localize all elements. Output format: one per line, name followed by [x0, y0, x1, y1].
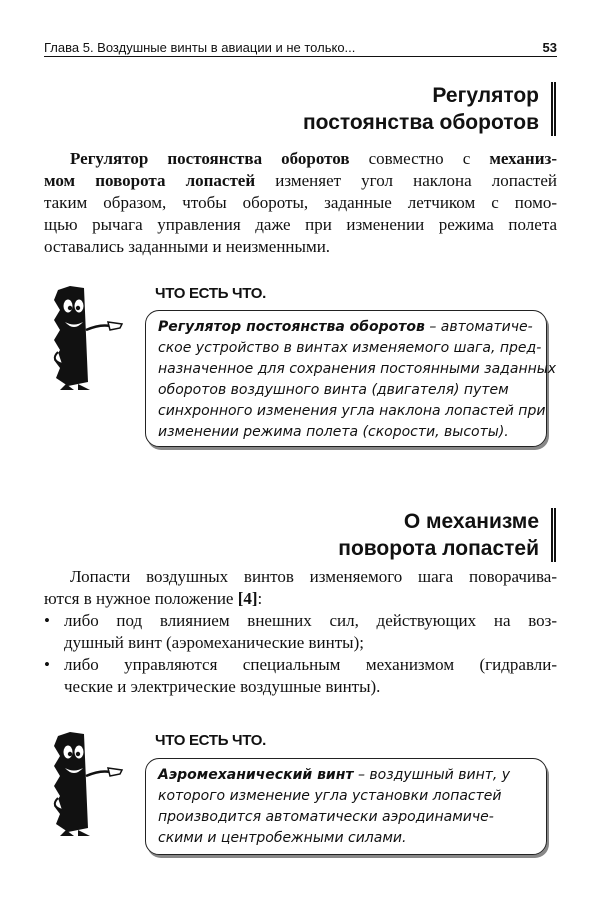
- defined-term: Регулятор постоянства оборотов: [158, 319, 425, 335]
- bold-term: Регулятор постоянства оборотов: [70, 149, 350, 168]
- defined-term: Аэромеханический винт: [158, 767, 354, 783]
- section-title-line: Регулятор: [432, 84, 539, 107]
- text-line: ческие и электрические воздушные винты).: [64, 677, 381, 696]
- text-line: Лопасти воздушных винтов изменяемого шага поворачива-: [70, 567, 557, 586]
- text-line: [44, 588, 557, 610]
- what-is-what-title: ЧТО ЕСТЬ ЧТО.: [155, 285, 267, 302]
- page-number: 53: [542, 40, 557, 55]
- text-line: синхронного изменения угла наклона лопастей при: [158, 403, 546, 419]
- section-title-regulator: [303, 82, 556, 136]
- text-line: [44, 170, 557, 192]
- bullet-item: [44, 654, 557, 698]
- bold-term: мом поворота лопастей: [44, 171, 256, 190]
- section-title-line: постоянства оборотов: [302, 111, 539, 134]
- chapter-title: Глава 5. Воздушные винты в авиации и не только...: [44, 40, 356, 55]
- definition-box-regulator: [145, 310, 557, 447]
- text-line: [158, 765, 546, 786]
- what-is-what-title: ЧТО ЕСТЬ ЧТО.: [155, 732, 267, 749]
- text-run: совместно с: [349, 149, 490, 168]
- text-line: либо под влиянием внешних сил, действующих на воз-: [64, 611, 557, 630]
- text-line: оборотов воздушного винта (двигателя) путем: [158, 382, 509, 398]
- text-run: – воздушный винт, у: [353, 767, 511, 783]
- running-header: [44, 40, 557, 57]
- text-run: ются в нужное положение: [44, 589, 238, 608]
- paragraph-regulator: [44, 148, 557, 258]
- text-line: душный винт (аэромеханические винты);: [64, 633, 364, 652]
- section-title-line: поворота лопастей: [338, 537, 539, 560]
- section-title-line: О механизме: [403, 510, 539, 533]
- propeller-mascot-icon: [48, 282, 138, 392]
- text-line: оставались заданными и неизменными.: [44, 237, 331, 256]
- paragraph-mechanism: [44, 566, 557, 698]
- text-line: таким образом, чтобы обороты, заданные летчиком с помо-: [44, 193, 557, 212]
- text-line: щью рычага управления даже при изменении режима полета: [44, 215, 557, 234]
- propeller-mascot-icon: [48, 728, 138, 838]
- text-line: скими и центробежными силами.: [158, 830, 407, 846]
- text-run: :: [257, 589, 263, 608]
- text-line: [44, 148, 557, 170]
- bold-term: механиз-: [489, 149, 557, 168]
- definition-box-aeromechanical: [145, 758, 547, 855]
- text-line: назначенное для сохранения постоянными заданных: [158, 361, 557, 377]
- text-run: – автоматиче-: [424, 319, 533, 335]
- bullet-icon: •: [44, 611, 50, 630]
- text-line: [158, 317, 546, 338]
- text-line: ское устройство в винтах изменяемого шага, пред-: [158, 340, 542, 356]
- section-title-mechanism: [338, 508, 556, 562]
- text-line: которого изменение угла установки лопастей: [158, 788, 502, 804]
- reference: [4]: [237, 589, 258, 608]
- text-run: изменяет угол наклона лопастей: [255, 171, 557, 190]
- text-line: производится автоматически аэродинамиче-: [158, 809, 494, 825]
- bullet-item: [44, 610, 557, 654]
- text-line: либо управляются специальным механизмом (гидравли-: [64, 655, 557, 674]
- bullet-icon: •: [44, 655, 50, 674]
- text-line: изменении режима полета (скорости, высоты).: [158, 424, 509, 440]
